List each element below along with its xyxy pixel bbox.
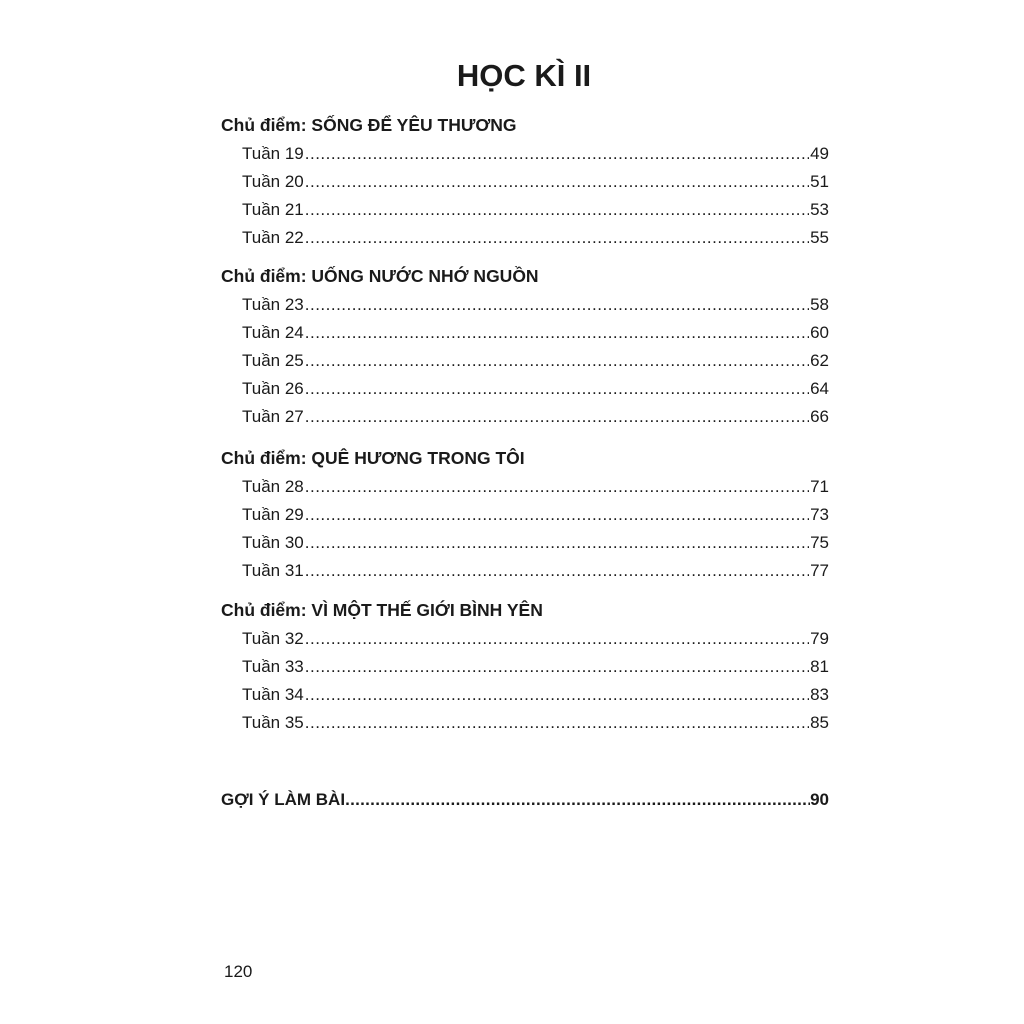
- dot-leader: [305, 501, 809, 529]
- toc-entry[interactable]: [242, 347, 829, 375]
- toc-entry[interactable]: [242, 224, 829, 252]
- toc-entry[interactable]: [242, 140, 829, 168]
- section-heading: Chủ điểm: QUÊ HƯƠNG TRONG TÔI: [221, 448, 525, 468]
- toc-entry-label: Tuần 24: [242, 323, 304, 342]
- toc-entry-label: Tuần 25: [242, 351, 304, 370]
- toc-entry-page: 58: [810, 295, 829, 314]
- dot-leader: [305, 140, 809, 168]
- toc-entry-page: 71: [810, 477, 829, 496]
- dot-leader: [305, 473, 809, 501]
- toc-entry-page: 75: [810, 533, 829, 552]
- toc-entry-page: 64: [810, 379, 829, 398]
- dot-leader: [305, 653, 809, 681]
- toc-entry-page: 51: [810, 172, 829, 191]
- toc-entry-page: 83: [810, 685, 829, 704]
- toc-entry-label: Tuần 21: [242, 200, 304, 219]
- toc-entry[interactable]: [242, 319, 829, 347]
- toc-entry-page: 77: [810, 561, 829, 580]
- toc-entry-page: 62: [810, 351, 829, 370]
- toc-entry-page: 79: [810, 629, 829, 648]
- toc-entry-label: Tuần 23: [242, 295, 304, 314]
- toc-entry-label: Tuần 33: [242, 657, 304, 676]
- toc-entry-label: Tuần 28: [242, 477, 304, 496]
- dot-leader: [305, 625, 809, 653]
- toc-entry[interactable]: [242, 375, 829, 403]
- toc-entry[interactable]: [242, 196, 829, 224]
- toc-entry-label: Tuần 32: [242, 629, 304, 648]
- dot-leader: [305, 168, 809, 196]
- section-heading: Chủ điểm: VÌ MỘT THẾ GIỚI BÌNH YÊN: [221, 600, 543, 620]
- dot-leader: [345, 790, 810, 810]
- toc-section: [221, 110, 829, 252]
- toc-entry-page: 60: [810, 323, 829, 342]
- toc-entry[interactable]: [242, 557, 829, 585]
- toc-entry-label: Tuần 35: [242, 713, 304, 732]
- toc-entry-page: 66: [810, 407, 829, 426]
- toc-entry[interactable]: [242, 473, 829, 501]
- dot-leader: [305, 375, 809, 403]
- toc-entry-label: Tuần 26: [242, 379, 304, 398]
- toc-entry-page: 73: [810, 505, 829, 524]
- dot-leader: [305, 529, 809, 557]
- toc-section: [221, 443, 829, 585]
- dot-leader: [305, 709, 809, 737]
- dot-leader: [305, 681, 809, 709]
- toc-section: [221, 261, 829, 431]
- toc-entry-page: 49: [810, 144, 829, 163]
- toc-entry[interactable]: [242, 403, 829, 431]
- toc-entry-label: Tuần 22: [242, 228, 304, 247]
- dot-leader: [305, 403, 809, 431]
- page-number: 120: [224, 962, 253, 981]
- toc-entry-page: 55: [810, 228, 829, 247]
- toc-entry-page: 90: [810, 790, 829, 809]
- dot-leader: [305, 347, 809, 375]
- toc-entry-page: 81: [810, 657, 829, 676]
- toc-entry[interactable]: [242, 709, 829, 737]
- dot-leader: [305, 557, 809, 585]
- toc-entry-label: Tuần 20: [242, 172, 304, 191]
- toc-entry-label: Tuần 34: [242, 685, 304, 704]
- toc-entry-label: Tuần 27: [242, 407, 304, 426]
- toc-entry[interactable]: [242, 529, 829, 557]
- toc-entry-label: Tuần 29: [242, 505, 304, 524]
- dot-leader: [305, 224, 809, 252]
- toc-entry[interactable]: [242, 291, 829, 319]
- toc-entry[interactable]: [242, 653, 829, 681]
- toc-entry[interactable]: [242, 168, 829, 196]
- section-heading: Chủ điểm: SỐNG ĐỂ YÊU THƯƠNG: [221, 115, 517, 135]
- dot-leader: [305, 319, 809, 347]
- section-heading: Chủ điểm: UỐNG NƯỚC NHỚ NGUỒN: [221, 266, 539, 286]
- page-title: HỌC KÌ II: [456, 58, 592, 93]
- toc-entry-page: 53: [810, 200, 829, 219]
- toc-entry[interactable]: [242, 501, 829, 529]
- dot-leader: [305, 196, 809, 224]
- toc-entry-page: 85: [810, 713, 829, 732]
- toc-entry-label: Tuần 31: [242, 561, 304, 580]
- dot-leader: [305, 291, 809, 319]
- toc-entry-answers[interactable]: [221, 790, 829, 810]
- toc-entry[interactable]: [242, 681, 829, 709]
- toc-entry-label: Tuần 19: [242, 144, 304, 163]
- toc-entry-label: GỢI Ý LÀM BÀI: [221, 790, 346, 809]
- toc-entry[interactable]: [242, 625, 829, 653]
- toc-entry-label: Tuần 30: [242, 533, 304, 552]
- toc-section: [221, 595, 829, 737]
